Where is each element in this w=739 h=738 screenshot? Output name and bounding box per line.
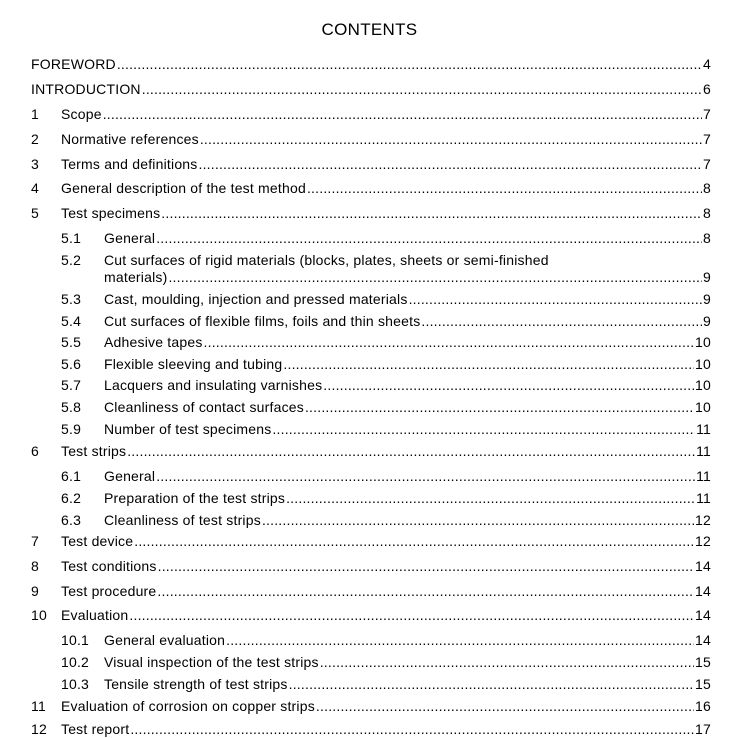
toc-entry-5-4[interactable] — [61, 313, 711, 330]
toc-entry-title: INTRODUCTION — [31, 81, 141, 97]
toc-entry-10-2[interactable] — [61, 654, 711, 671]
toc-entry-title: General evaluation — [104, 632, 226, 648]
dot-leader — [286, 490, 695, 507]
toc-section-number: 3 — [31, 156, 39, 172]
dot-leader — [130, 721, 694, 738]
toc-entry-5-5[interactable] — [61, 334, 711, 351]
toc-page-number: 10 — [695, 399, 711, 415]
toc-section-number: 5 — [31, 205, 39, 221]
toc-page-number: 11 — [696, 443, 711, 459]
dot-leader — [307, 180, 702, 197]
toc-page-number: 14 — [695, 632, 711, 648]
dot-leader — [158, 558, 694, 575]
toc-entry-title: Preparation of the test strips — [104, 490, 286, 506]
toc-entry-title: Cast, moulding, injection and pressed materials — [104, 291, 408, 307]
toc-page-number: 12 — [695, 512, 711, 528]
toc-page-number: 16 — [695, 698, 711, 714]
toc-page-number: 10 — [695, 356, 711, 372]
toc-entry-title-continued: materials) — [104, 269, 168, 285]
toc-entry-5-6[interactable] — [61, 356, 711, 373]
toc-page-number: 12 — [695, 533, 711, 549]
toc-entry-8[interactable] — [31, 558, 711, 575]
toc-section-number: 6 — [31, 443, 39, 459]
toc-section-number: 10.2 — [61, 654, 90, 670]
toc-section-number: 5.7 — [61, 377, 82, 393]
toc-page-number: 9 — [703, 269, 711, 285]
toc-entry-10[interactable] — [31, 607, 711, 624]
toc-entry-title: Adhesive tapes — [104, 334, 203, 350]
toc-entry-title: Terms and definitions — [61, 156, 198, 172]
toc-section-number: 5.4 — [61, 313, 82, 329]
toc-entry-title: Lacquers and insulating varnishes — [104, 377, 323, 393]
toc-section-number: 5.3 — [61, 291, 82, 307]
toc-page-number: 15 — [695, 676, 711, 692]
dot-leader — [323, 377, 694, 394]
dot-leader — [156, 468, 695, 485]
toc-entry-title: Visual inspection of the test strips — [104, 654, 319, 670]
dot-leader — [272, 421, 695, 438]
toc-entry-6-2[interactable] — [61, 490, 711, 507]
dot-leader — [289, 676, 694, 693]
toc-section-number: 6.3 — [61, 512, 82, 528]
toc-page-number: 7 — [703, 156, 711, 172]
dot-leader — [134, 533, 694, 550]
toc-section-number: 5.9 — [61, 421, 82, 437]
dot-leader — [127, 443, 695, 460]
toc-entry-title: General description of the test method — [61, 180, 306, 196]
toc-entry-9[interactable] — [31, 583, 711, 600]
toc-entry-title: Scope — [61, 106, 102, 122]
toc-section-number: 6.1 — [61, 468, 82, 484]
toc-page-number: 11 — [696, 421, 711, 437]
toc-entry-title: Test conditions — [61, 558, 157, 574]
toc-section-number: 10 — [31, 607, 47, 623]
dot-leader — [168, 269, 702, 286]
toc-section-number: 1 — [31, 106, 39, 122]
toc-entry-title: Cleanliness of test strips — [104, 512, 261, 528]
toc-entry-foreword[interactable] — [31, 56, 711, 73]
toc-entry-title: General — [104, 468, 156, 484]
toc-entry-10-3[interactable] — [61, 676, 711, 693]
dot-leader — [117, 56, 702, 73]
dot-leader — [199, 156, 703, 173]
dot-leader — [226, 632, 694, 649]
toc-entry-title: General — [104, 230, 156, 246]
toc-entry-6-1[interactable] — [61, 468, 711, 485]
toc-entry-introduction[interactable] — [31, 81, 711, 98]
toc-page-number: 15 — [695, 654, 711, 670]
toc-page-number: 10 — [695, 377, 711, 393]
toc-section-number: 5.2 — [61, 252, 82, 268]
toc-entry-title: Test strips — [61, 443, 127, 459]
toc-page-number: 8 — [703, 180, 711, 196]
toc-page-number: 8 — [703, 230, 711, 246]
toc-entry-1[interactable] — [31, 106, 711, 123]
toc-entry-5[interactable] — [31, 205, 711, 222]
toc-section-number: 5.1 — [61, 230, 82, 246]
toc-section-number: 12 — [31, 721, 47, 737]
toc-page-number: 14 — [695, 583, 711, 599]
toc-entry-5-8[interactable] — [61, 399, 711, 416]
toc-section-number: 10.3 — [61, 676, 90, 692]
dot-leader — [103, 106, 702, 123]
dot-leader — [161, 205, 702, 222]
toc-entry-title: Test procedure — [61, 583, 157, 599]
toc-entry-5-3[interactable] — [61, 291, 711, 308]
dot-leader — [156, 230, 702, 247]
toc-section-number: 9 — [31, 583, 39, 599]
toc-entry-title: Cleanliness of contact surfaces — [104, 399, 304, 415]
dot-leader — [421, 313, 702, 330]
toc-entry-title: Test device — [61, 533, 134, 549]
toc-entry-title: Evaluation — [61, 607, 129, 623]
toc-page-number: 17 — [695, 721, 711, 737]
toc-page-number: 9 — [703, 313, 711, 329]
toc-entry-3[interactable] — [31, 156, 711, 173]
toc-entry-10-1[interactable] — [61, 632, 711, 649]
toc-entry-title: Evaluation of corrosion on copper strips — [61, 698, 315, 714]
dot-leader — [283, 356, 694, 373]
toc-page-number: 4 — [703, 56, 711, 72]
toc-entry-5-7[interactable] — [61, 377, 711, 394]
toc-entry-12[interactable] — [31, 721, 711, 738]
toc-entry-6-3[interactable] — [61, 512, 711, 529]
toc-section-number: 10.1 — [61, 632, 90, 648]
toc-entry-title: FOREWORD — [31, 56, 116, 72]
toc-page-number: 14 — [695, 607, 711, 623]
dot-leader — [320, 654, 694, 671]
toc-entry-title: Cut surfaces of rigid materials (blocks, plates, sheets or semi-finished — [104, 252, 549, 268]
toc-section-number: 7 — [31, 533, 39, 549]
toc-entry-2[interactable] — [31, 131, 711, 148]
toc-entry-7[interactable] — [31, 533, 711, 550]
toc-entry-title: Number of test specimens — [104, 421, 272, 437]
toc-entry-11[interactable] — [31, 698, 711, 715]
toc-entry-title: Test specimens — [61, 205, 161, 221]
dot-leader — [204, 334, 694, 351]
toc-page-number: 7 — [703, 131, 711, 147]
toc-page-number: 11 — [696, 490, 711, 506]
toc-page-number: 7 — [703, 106, 711, 122]
dot-leader — [200, 131, 702, 148]
toc-page-number: 14 — [695, 558, 711, 574]
toc-section-number: 5.6 — [61, 356, 82, 372]
dot-leader — [262, 512, 694, 529]
toc-section-number: 5.8 — [61, 399, 82, 415]
toc-entry-5-9[interactable] — [61, 421, 711, 438]
toc-entry-title: Cut surfaces of flexible films, foils and thin sheets — [104, 313, 421, 329]
toc-entry-4[interactable] — [31, 180, 711, 197]
toc-section-number: 11 — [31, 698, 46, 714]
toc-entry-6[interactable] — [31, 443, 711, 460]
toc-entry-title: Test report — [61, 721, 130, 737]
toc-page-number: 8 — [703, 205, 711, 221]
toc-page-number: 6 — [703, 81, 711, 97]
toc-page-number: 9 — [703, 291, 711, 307]
dot-leader — [142, 81, 702, 98]
dot-leader — [129, 607, 694, 624]
dot-leader — [409, 291, 702, 308]
dot-leader — [157, 583, 694, 600]
toc-section-number: 8 — [31, 558, 39, 574]
toc-section-number: 4 — [31, 180, 39, 196]
toc-section-number: 5.5 — [61, 334, 82, 350]
toc-entry-title: Tensile strength of test strips — [104, 676, 288, 692]
toc-page-number: 10 — [695, 334, 711, 350]
toc-entry-5-2[interactable] — [61, 252, 711, 286]
toc-section-number: 6.2 — [61, 490, 82, 506]
toc-page-number: 11 — [696, 468, 711, 484]
toc-section-number: 2 — [31, 131, 39, 147]
toc-entry-title: Normative references — [61, 131, 199, 147]
dot-leader — [305, 399, 694, 416]
dot-leader — [316, 698, 694, 715]
page-title: CONTENTS — [321, 20, 418, 39]
toc-entry-title: Flexible sleeving and tubing — [104, 356, 283, 372]
toc-entry-5-1[interactable] — [61, 230, 711, 247]
